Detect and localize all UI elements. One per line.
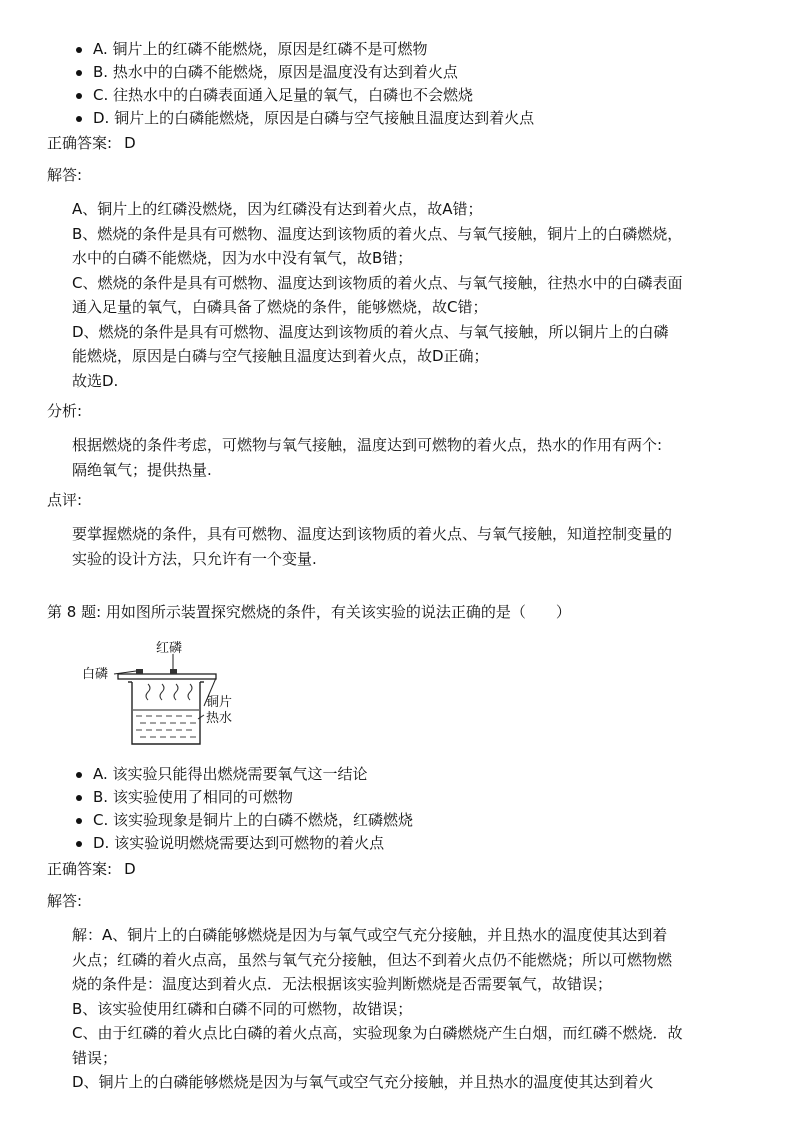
q7-analysis-line: 隔绝氧气；提供热量. — [72, 460, 212, 479]
copper-sheet-shape — [118, 674, 216, 679]
q8-solution-label: 解答: — [47, 892, 83, 910]
q7-solution-line: D、燃烧的条件是具有可燃物、温度达到该物质的着火点、与氧气接触，所以铜片上的白磷 — [72, 322, 669, 341]
q7-solution-line: B、燃烧的条件是具有可燃物、温度达到该物质的着火点、与氧气接触，铜片上的白磷燃烧， — [72, 224, 683, 243]
q7-option-d: D. 铜片上的白磷能燃烧，原因是白磷与空气接触且温度达到着火点 — [75, 107, 775, 130]
q7-comment-body — [72, 522, 732, 571]
q8-solution-line: 错误； — [72, 1048, 118, 1067]
q7-comment-line: 要掌握燃烧的条件，具有可燃物、温度达到该物质的着火点、与氧气接触，知道控制变量的 — [72, 525, 673, 543]
q7-solution-label: 解答: — [47, 166, 83, 184]
q8-option-b: B. 该实验使用了相同的可燃物 — [75, 786, 775, 809]
q7-solution-line: 通入足量的氧气，白磷具备了燃烧的条件，能够燃烧，故C错； — [72, 298, 488, 316]
label-hot-water: 热水 — [206, 711, 233, 726]
q7-option-b: B. 热水中的白磷不能燃烧，原因是温度没有达到着火点 — [75, 61, 775, 84]
label-red-phosphorus: 红磷 — [156, 641, 183, 656]
label-copper-sheet: 铜片 — [206, 695, 233, 710]
q7-option-a: A. 铜片上的红磷不能燃烧，原因是红磷不是可燃物 — [75, 38, 775, 61]
q7-solution-line: C、燃烧的条件是具有可燃物、温度达到该物质的着火点、与氧气接触，往热水中的白磷表面 — [72, 273, 683, 292]
hot-water-dashes — [136, 716, 196, 737]
q7-analysis-label: 分析: — [47, 402, 83, 420]
q7-comment-label: 点评: — [47, 491, 83, 509]
q8-solution-line: 烧的条件是：温度达到着火点．无法根据该实验判断燃烧是否需要氧气，故错误； — [72, 975, 613, 993]
q7-solution-line: A、铜片上的红磷没燃烧，因为红磷没有达到着火点，故A错； — [72, 200, 483, 218]
combustion-apparatus-figure — [80, 640, 250, 750]
q8-option-c: C. 该实验现象是铜片上的白磷不燃烧，红磷燃烧 — [75, 809, 775, 832]
q8-answer-label: 正确答案: — [47, 860, 113, 878]
q7-option-c: C. 往热水中的白磷表面通入足量的氧气，白磷也不会燃烧 — [75, 84, 775, 107]
q8-solution-line: D、铜片上的白磷能够燃烧是因为与氧气或空气充分接触，并且热水的温度使其达到着火 — [72, 1073, 654, 1091]
q8-solution-line: 火点；红磷的着火点高，虽然与氧气充分接触，但达不到着火点仍不能燃烧；所以可燃物燃 — [72, 950, 673, 969]
q7-solution-line: 能燃烧，原因是白磷与空气接触且温度达到着火点，故D正确； — [72, 347, 489, 365]
beaker-shape — [132, 682, 200, 744]
q8-option-a: A. 该实验只能得出燃烧需要氧气这一结论 — [75, 763, 775, 786]
q8-solution-body — [72, 923, 732, 1095]
q8-answer-line — [47, 857, 136, 881]
q7-options-list — [75, 38, 775, 130]
red-phosphorus-piece — [170, 669, 177, 674]
q8-solution-line: 解：A、铜片上的白磷能够燃烧是因为与氧气或空气充分接触，并且热水的温度使其达到着 — [72, 926, 668, 944]
q8-options-list — [75, 763, 775, 855]
q8-answer-value: D — [124, 860, 136, 878]
q7-solution-line: 水中的白磷不能燃烧，因为水中没有氧气，故B错； — [72, 249, 413, 267]
q7-comment-line: 实验的设计方法，只允许有一个变量. — [72, 549, 317, 568]
q7-answer-label: 正确答案: — [47, 134, 113, 152]
q7-analysis-line: 根据燃烧的条件考虑，可燃物与氧气接触，温度达到可燃物的着火点，热水的作用有两个: — [72, 436, 663, 454]
q7-analysis-body — [72, 433, 732, 482]
q7-solution-body — [72, 197, 732, 393]
label-white-phosphorus: 白磷 — [82, 667, 109, 682]
apparatus-diagram — [80, 640, 250, 750]
q7-answer-line — [47, 131, 136, 155]
q8-option-d: D. 该实验说明燃烧需要达到可燃物的着火点 — [75, 832, 775, 855]
white-phosphorus-piece — [136, 669, 143, 674]
q8-solution-line: C、由于红磷的着火点比白磷的着火点高，实验现象为白磷燃烧产生白烟，而红磷不燃烧．故 — [72, 1024, 683, 1042]
q8-title: 第 8 题: 用如图所示装置探究燃烧的条件，有关该实验的说法正确的是（ ） — [47, 603, 571, 621]
q8-solution-line: B、该实验使用红磷和白磷不同的可燃物，故错误； — [72, 999, 413, 1018]
q7-solution-line: 故选D. — [72, 371, 119, 390]
q7-answer-value: D — [124, 134, 136, 152]
